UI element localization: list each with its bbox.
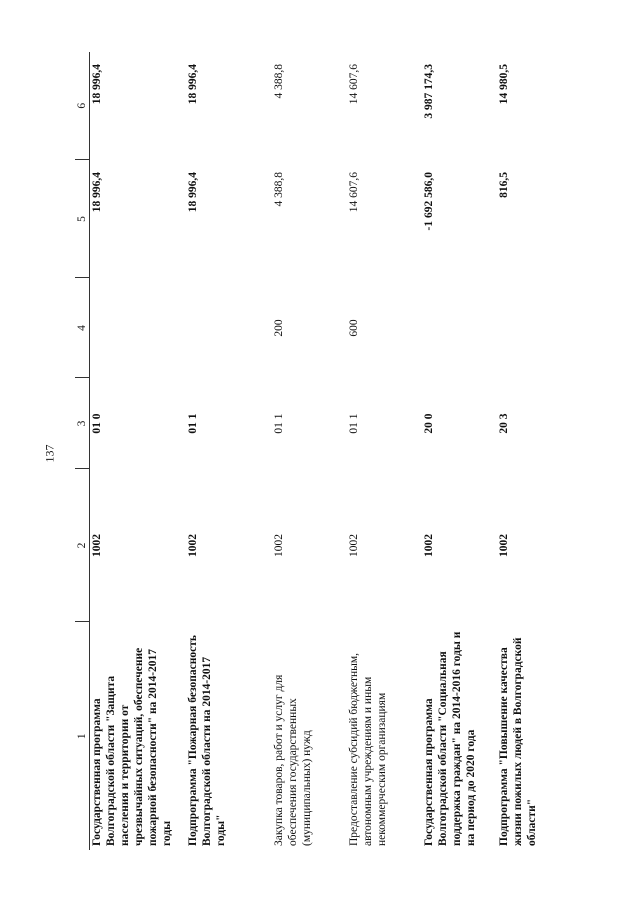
page-number-text: 137 <box>42 444 57 462</box>
header-col-6: 6 <box>75 52 90 160</box>
header-col-4: 4 <box>75 278 90 378</box>
table-row <box>272 52 347 850</box>
row-section: 1002 <box>497 534 510 557</box>
row-expense-type <box>90 278 186 378</box>
row-name: Государственная программа Волгоградской области "Защита населения и территории от чрезвычайных ситуаций, обеспечение пожарной безопасности" на 2014-2017 годы <box>91 647 174 846</box>
table-row <box>90 52 186 850</box>
row-amount-6: 3 987 174,3 <box>422 64 435 119</box>
row-target: 01 0 <box>91 413 104 434</box>
header-col-5: 5 <box>75 160 90 278</box>
row-section: 1002 <box>272 534 285 557</box>
row-name: Подпрограмма "Повышение качества жизни пожилых людей в Волгоградской области" <box>497 637 538 846</box>
row-amount-5: 4 388,8 <box>272 172 285 207</box>
table-row <box>422 52 497 850</box>
row-amount-6: 18 996,4 <box>91 64 104 105</box>
row-target: 01 1 <box>186 413 199 434</box>
row-target: 20 0 <box>422 413 435 434</box>
rotated-sheet <box>75 52 603 850</box>
header-col-2: 2 <box>75 469 90 622</box>
table-header <box>75 52 90 850</box>
header-col-1: 1 <box>75 622 90 850</box>
row-name: Подпрограмма "Пожарная безопасность Волгоградской области на 2014-2017 годы" <box>186 635 227 846</box>
row-amount-6: 4 388,8 <box>272 64 285 99</box>
row-amount-5: -1 692 586,0 <box>422 172 435 231</box>
row-expense-type <box>422 278 497 378</box>
row-name: Государственная программа Волгоградской области "Социальная поддержка граждан" на 2014-2016 годы и на период до 2020 года <box>422 631 477 846</box>
row-target: 20 3 <box>497 413 510 434</box>
table-row <box>186 52 272 850</box>
row-expense-type: 200 <box>272 319 285 337</box>
budget-table <box>75 52 572 850</box>
row-expense-type <box>186 278 272 378</box>
table-body <box>90 52 572 850</box>
row-section: 1002 <box>422 534 435 557</box>
row-expense-type: 600 <box>347 319 360 337</box>
row-section: 1002 <box>186 534 199 557</box>
row-amount-5: 14 607,6 <box>347 172 360 213</box>
row-target: 01 1 <box>272 413 285 434</box>
row-name: Предоставление субсидий бюджетным, автономным учреждениям и иным некоммерческим организациям <box>347 652 388 846</box>
row-expense-type <box>497 278 572 378</box>
row-amount-5: 18 996,4 <box>186 172 199 213</box>
row-target: 01 1 <box>347 413 360 434</box>
table-row <box>497 52 572 850</box>
page-number <box>40 438 60 468</box>
row-section: 1002 <box>91 534 104 557</box>
row-amount-5: 816,5 <box>497 172 510 198</box>
row-name: Закупка товаров, работ и услуг для обеспечения государственных (муниципальных) нужд <box>272 674 313 846</box>
row-section: 1002 <box>347 534 360 557</box>
row-amount-6: 18 996,4 <box>186 64 199 105</box>
table-row <box>347 52 422 850</box>
row-amount-6: 14 980,5 <box>497 64 510 105</box>
document-page <box>75 52 603 850</box>
header-col-3: 3 <box>75 378 90 469</box>
row-amount-5: 18 996,4 <box>91 172 104 213</box>
row-amount-6: 14 607,6 <box>347 64 360 105</box>
header-row <box>75 52 90 850</box>
